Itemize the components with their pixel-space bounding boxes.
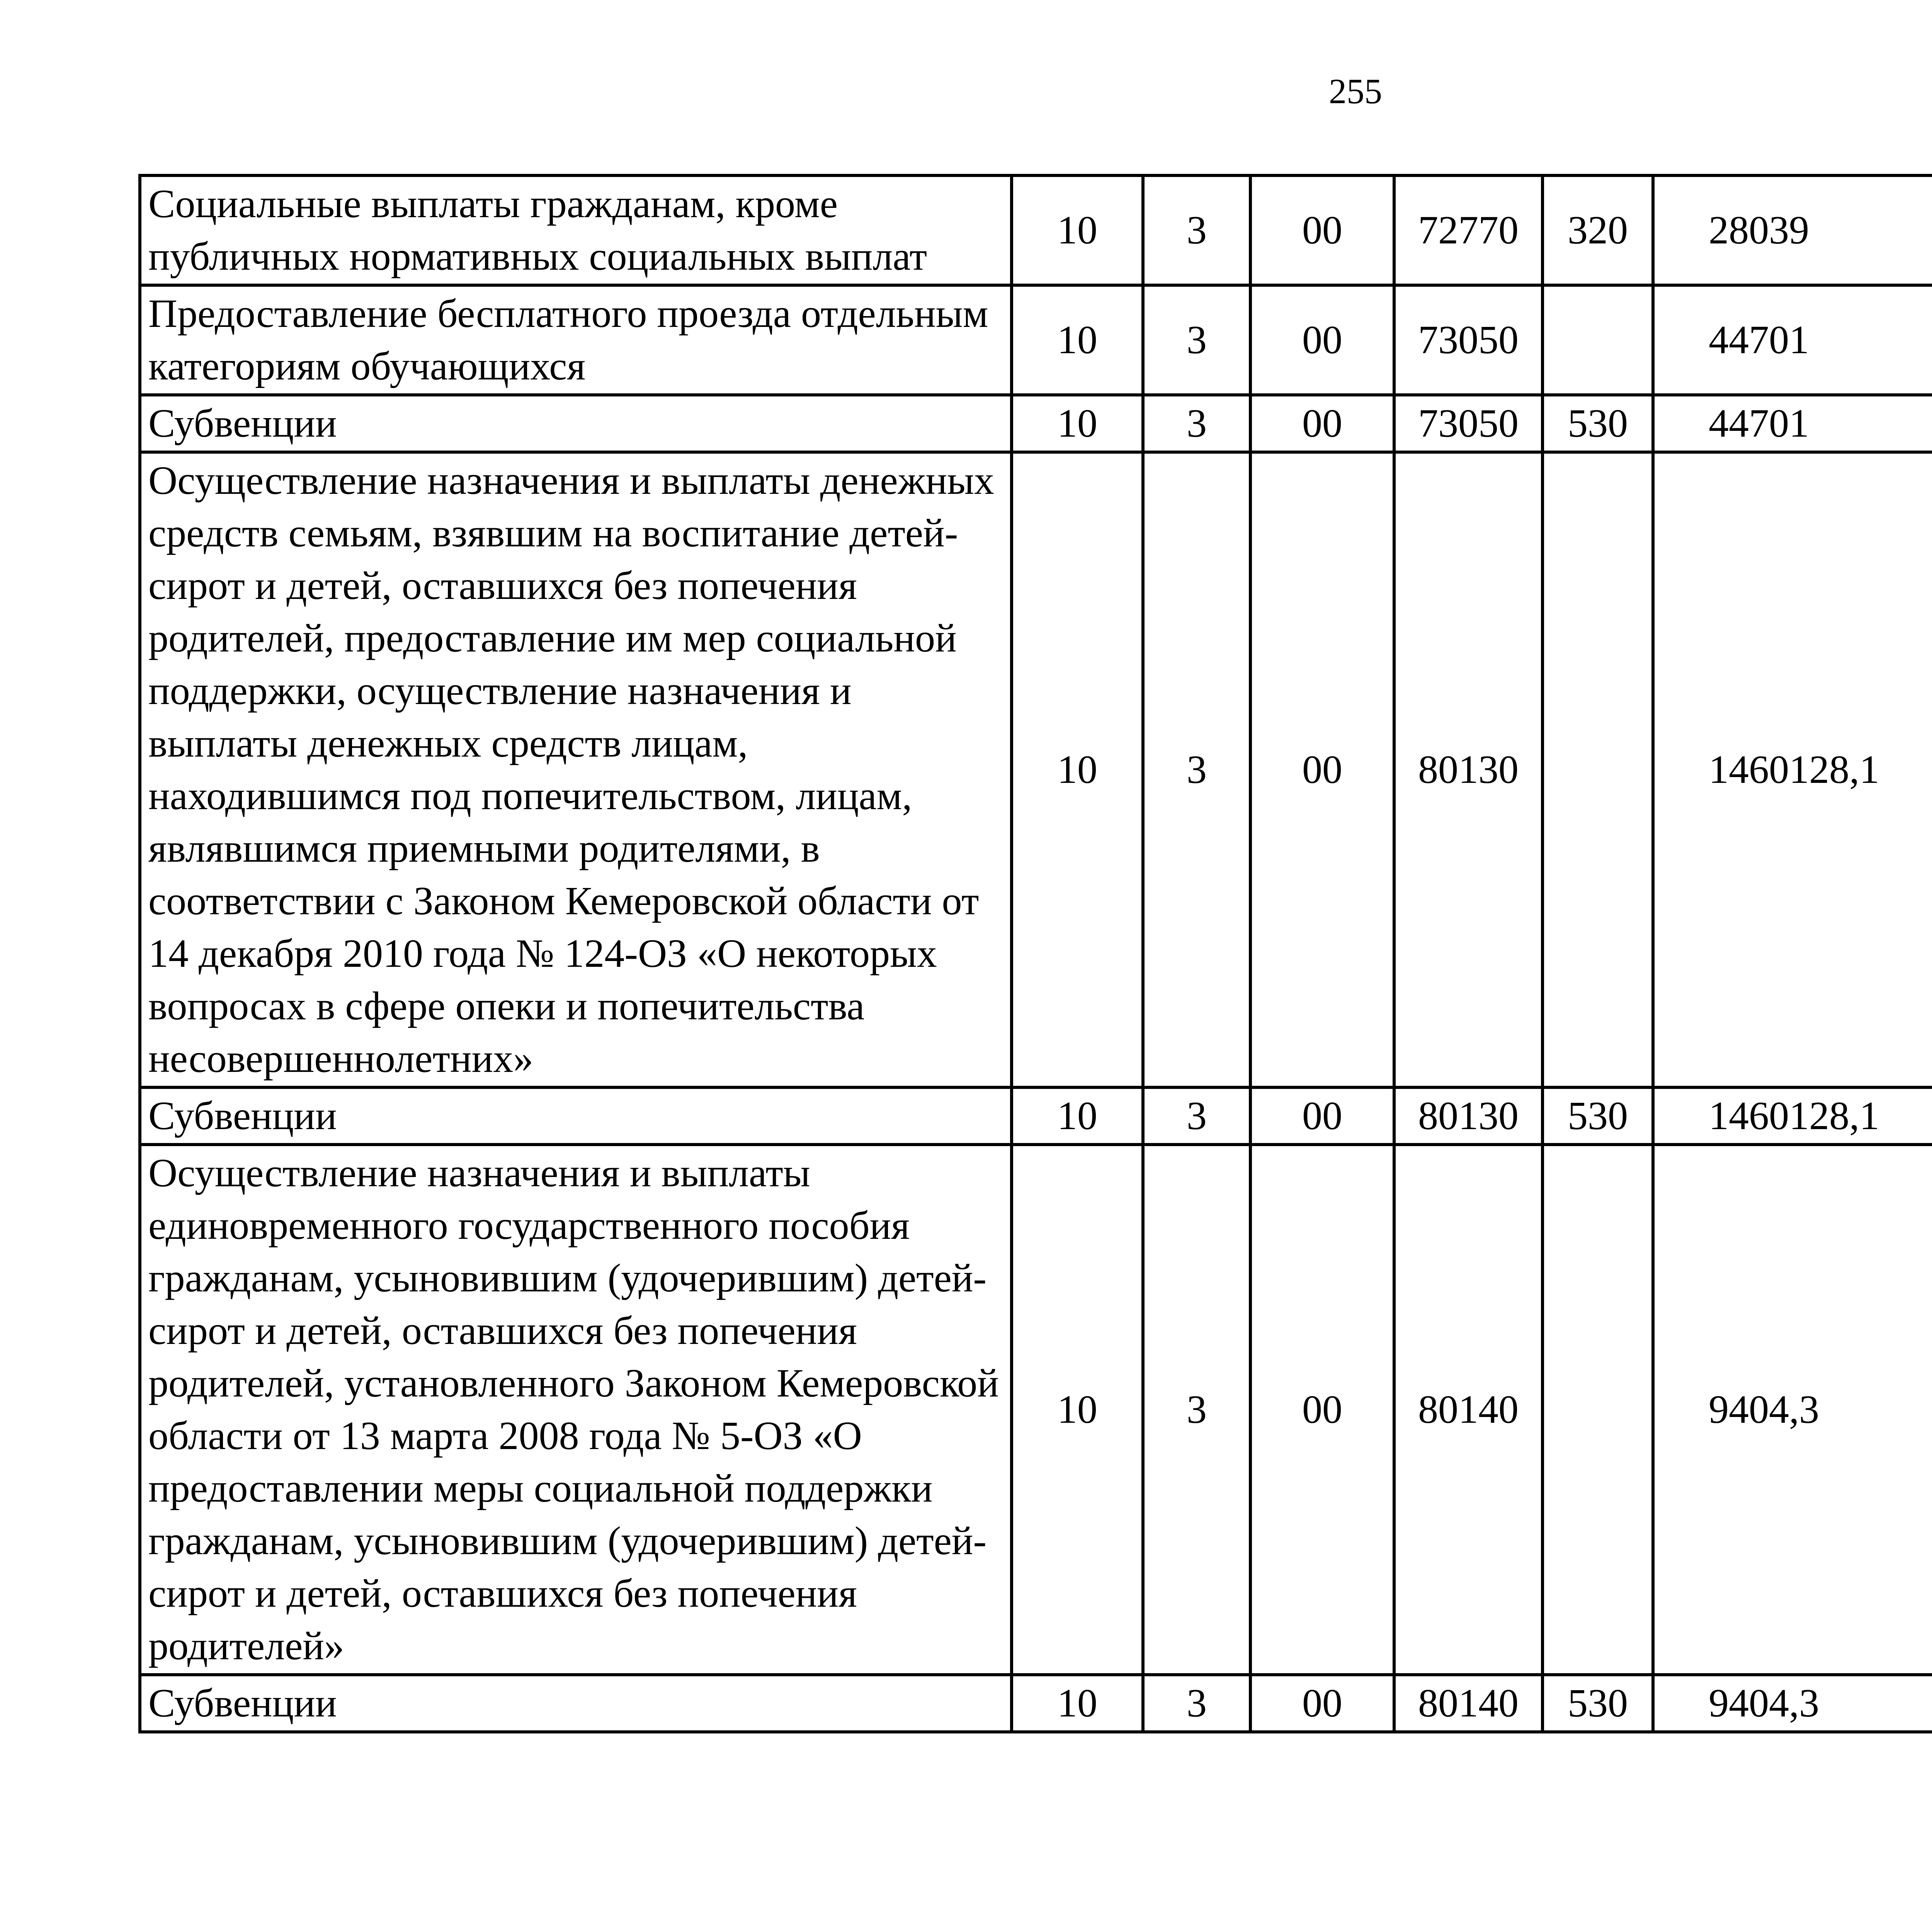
row-description: Социальные выплаты гражданам, кроме публичных нормативных социальных выплат xyxy=(140,175,1012,285)
amount-cell: 28039 xyxy=(1653,175,1932,285)
section-code: 10 xyxy=(1012,175,1143,285)
row-description: Субвенции xyxy=(140,395,1012,452)
amount-cell: 44701 xyxy=(1653,285,1932,395)
subsection-code: 3 xyxy=(1143,285,1250,395)
section-code: 10 xyxy=(1012,1087,1143,1145)
table-row xyxy=(140,1675,1932,1732)
section-code: 10 xyxy=(1012,452,1143,1087)
table-row xyxy=(140,285,1932,395)
program-code: 00 xyxy=(1250,1145,1394,1675)
section-code: 10 xyxy=(1012,1145,1143,1675)
expense-type-code: 530 xyxy=(1543,1087,1653,1145)
direction-code: 80140 xyxy=(1394,1145,1543,1675)
expense-type-code xyxy=(1543,1145,1653,1675)
row-description: Осуществление назначения и выплаты единовременного государственного пособия гражданам, усыновившим (удочерившим) детей-сирот и детей, оставшихся без попечения родителей, установленного Законом Кемеровской области от 13 марта 2008 года № 5-ОЗ «О предоставлении меры социальной поддержки гражданам, усыновившим (удочерившим) детей-сирот и детей, оставшихся без попечения родителей» xyxy=(140,1145,1012,1675)
amount-cell: 1460128,1 xyxy=(1653,1087,1932,1145)
program-code: 00 xyxy=(1250,452,1394,1087)
expense-type-code: 320 xyxy=(1543,175,1653,285)
subsection-code: 3 xyxy=(1143,395,1250,452)
section-code: 10 xyxy=(1012,285,1143,395)
expense-type-code: 530 xyxy=(1543,1675,1653,1732)
table-row xyxy=(140,1145,1932,1675)
section-code: 10 xyxy=(1012,1675,1143,1732)
row-description: Субвенции xyxy=(140,1675,1012,1732)
direction-code: 73050 xyxy=(1394,285,1543,395)
budget-table-body xyxy=(140,175,1932,1732)
subsection-code: 3 xyxy=(1143,1087,1250,1145)
table-row xyxy=(140,452,1932,1087)
direction-code: 80140 xyxy=(1394,1675,1543,1732)
direction-code: 80130 xyxy=(1394,1087,1543,1145)
subsection-code: 3 xyxy=(1143,1675,1250,1732)
amount-cell: 9404,3 xyxy=(1653,1675,1932,1732)
program-code: 00 xyxy=(1250,175,1394,285)
program-code: 00 xyxy=(1250,1675,1394,1732)
amount-cell: 9404,3 xyxy=(1653,1145,1932,1675)
program-code: 00 xyxy=(1250,395,1394,452)
row-description: Предоставление бесплатного проезда отдельным категориям обучающихся xyxy=(140,285,1012,395)
direction-code: 73050 xyxy=(1394,395,1543,452)
section-code: 10 xyxy=(1012,395,1143,452)
page-number: 255 xyxy=(1329,71,1382,111)
amount-cell: 44701 xyxy=(1653,395,1932,452)
table-row xyxy=(140,175,1932,285)
expense-type-code xyxy=(1543,452,1653,1087)
subsection-code: 3 xyxy=(1143,1145,1250,1675)
program-code: 00 xyxy=(1250,285,1394,395)
budget-table xyxy=(138,174,1932,1733)
direction-code: 72770 xyxy=(1394,175,1543,285)
expense-type-code: 530 xyxy=(1543,395,1653,452)
expense-type-code xyxy=(1543,285,1653,395)
table-row xyxy=(140,1087,1932,1145)
row-description: Осуществление назначения и выплаты денежных средств семьям, взявшим на воспитание детей-сирот и детей, оставшихся без попечения родителей, предоставление им мер социальной поддержки, осуществление назначения и выплаты денежных средств лицам, находившимся под попечительством, лицам, являвшимся приемными родителями, в соответствии с Законом Кемеровской области от 14 декабря 2010 года № 124-ОЗ «О некоторых вопросах в сфере опеки и попечительства несовершеннолетних» xyxy=(140,452,1012,1087)
direction-code: 80130 xyxy=(1394,452,1543,1087)
row-description: Субвенции xyxy=(140,1087,1012,1145)
subsection-code: 3 xyxy=(1143,175,1250,285)
amount-cell: 1460128,1 xyxy=(1653,452,1932,1087)
program-code: 00 xyxy=(1250,1087,1394,1145)
table-row xyxy=(140,395,1932,452)
subsection-code: 3 xyxy=(1143,452,1250,1087)
